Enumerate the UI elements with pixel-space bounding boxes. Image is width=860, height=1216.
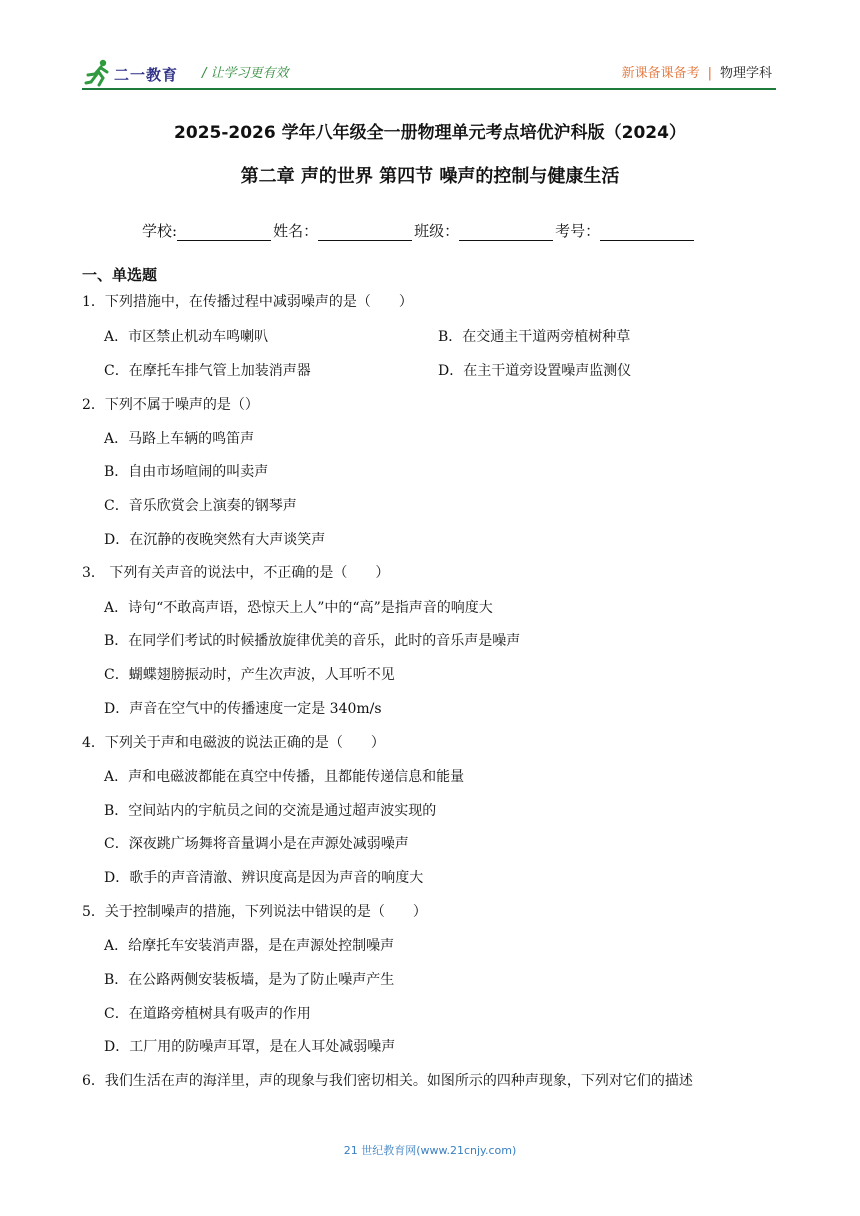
option: A．马路上车辆的鸣笛声: [104, 431, 255, 447]
runner-logo-icon: [84, 58, 114, 88]
option: D．声音在空气中的传播速度一定是 340m/s: [104, 701, 382, 717]
option: B．在公路两侧安装板墙，是为了防止噪声产生: [104, 972, 395, 988]
exam-no-blank[interactable]: [600, 225, 694, 241]
option: B．空间站内的宇航员之间的交流是通过超声波实现的: [104, 803, 437, 819]
option: C．蝴蝶翅膀振动时，产生次声波，人耳听不见: [104, 667, 395, 683]
header-subject: 物理学科: [719, 66, 772, 81]
logo-text: 二一教育: [114, 66, 179, 84]
option: D．在沉静的夜晚突然有大声谈笑声: [104, 532, 326, 548]
option: B．自由市场喧闹的叫卖声: [104, 464, 269, 480]
header-separator: |: [707, 66, 712, 81]
option: C．在摩托车排气管上加装消声器: [104, 363, 311, 379]
option: A．给摩托车安装消声器，是在声源处控制噪声: [104, 938, 395, 954]
header-divider: [82, 88, 776, 90]
header-tag: 新课备课备考: [621, 66, 700, 81]
option: A．市区禁止机动车鸣喇叭: [104, 329, 269, 345]
option: D．歌手的声音清澈、辨识度高是因为声音的响度大: [104, 870, 424, 886]
option: C．在道路旁植树具有吸声的作用: [104, 1006, 311, 1022]
question-stem: 1．下列措施中，在传播过程中减弱噪声的是（ ）: [82, 294, 413, 310]
page-footer[interactable]: 21 世纪教育网(www.21cnjy.com): [343, 1144, 517, 1157]
question-stem: 3． 下列有关声音的说法中，不正确的是（ ）: [82, 565, 390, 581]
option: A．诗句“不敢高声语，恐惊天上人”中的“高”是指声音的响度大: [104, 600, 493, 616]
section-heading: 一、单选题: [82, 266, 158, 284]
option: C．深夜跳广场舞将音量调小是在声源处减弱噪声: [104, 836, 409, 852]
option: B．在同学们考试的时候播放旋律优美的音乐，此时的音乐声是噪声: [104, 633, 521, 649]
student-info: [142, 220, 696, 241]
school-blank[interactable]: [177, 225, 271, 241]
option: C．音乐欣赏会上演奏的钢琴声: [104, 498, 297, 514]
question-stem: 4．下列关于声和电磁波的说法正确的是（ ）: [82, 735, 385, 751]
option: B．在交通主干道两旁植树种草: [438, 329, 631, 345]
question-stem: 2．下列不属于噪声的是（）: [82, 397, 259, 413]
school-label: 学校:: [142, 222, 178, 240]
doc-title: 2025-2026 学年八年级全一册物理单元考点培优沪科版（2024）: [174, 123, 686, 143]
option: A．声和电磁波都能在真空中传播，且都能传递信息和能量: [104, 769, 465, 785]
doc-subtitle: 第二章 声的世界 第四节 噪声的控制与健康生活: [240, 166, 620, 187]
exam-no-label: 考号：: [555, 222, 601, 240]
option: D．在主干道旁设置噪声监测仪: [438, 363, 632, 379]
name-blank[interactable]: [318, 225, 412, 241]
question-stem: 5．关于控制噪声的措施，下列说法中错误的是（ ）: [82, 904, 427, 920]
slogan: / 让学习更有效: [202, 66, 289, 81]
header-right: [622, 62, 772, 81]
option: D．工厂用的防噪声耳罩，是在人耳处减弱噪声: [104, 1039, 396, 1055]
page-header: [0, 0, 860, 100]
class-label: 班级：: [414, 222, 460, 240]
question-stem: 6．我们生活在声的海洋里，声的现象与我们密切相关。如图所示的四种声现象，下列对它们的描述: [82, 1073, 693, 1089]
logo: [84, 56, 194, 88]
name-label: 姓名：: [273, 222, 319, 240]
class-blank[interactable]: [459, 225, 553, 241]
